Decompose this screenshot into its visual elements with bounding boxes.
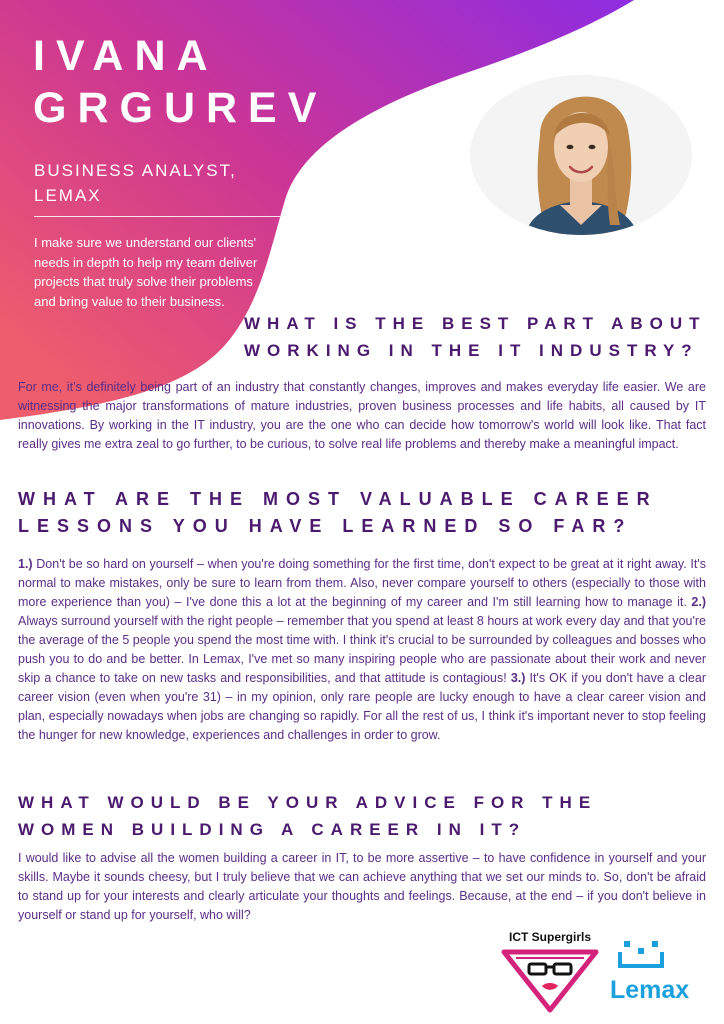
portrait-photo xyxy=(470,75,692,235)
job-title xyxy=(34,158,237,208)
supergirl-diamond-icon xyxy=(498,948,602,1014)
answer-1: For me, it’s definitely being part of an industry that constantly changes, improves and makes everyday life easier. We are witnessing the major transformations of mature industries, proven business processes and life habits, all caused by IT innovations. By working in the IT industry, you are the one who can decide how tomorrow's world will look like. That fact really gives me extra zeal to go further, to be curious, to solve real life problems and thereby make a meaningful impact. xyxy=(18,380,706,451)
question-3-line2: WOMEN BUILDING A CAREER IN IT? xyxy=(18,820,527,839)
question-heading-3 xyxy=(18,789,597,843)
question-2-line1: WHAT ARE THE MOST VALUABLE CAREER xyxy=(18,489,658,509)
lesson-number-1: 1.) xyxy=(18,557,33,571)
answer-2 xyxy=(18,555,706,745)
last-name: GRGUREV xyxy=(33,84,328,132)
intro-text: I make sure we understand our clients' needs in depth to help my team deliver projects that truly solve their problems and bring value to their business. xyxy=(34,235,258,309)
ict-supergirls-logo xyxy=(498,930,602,1016)
answer-3: I would like to advise all the women building a career in IT, to be more assertive – to have confidence in yourself and your skills. Maybe it sounds cheesy, but I truly believe that we can achieve anything that we set our minds to. So, don't be afraid to stand up for your interests and clearly articulate your thoughts and feelings. Because, at the end – if you don't believe in yourself or stand up for yourself, who will? xyxy=(18,851,706,922)
question-1-line2: WORKING IN THE IT INDUSTRY? xyxy=(244,341,699,360)
job-title-line2: LEMAX xyxy=(34,186,102,205)
portrait-illustration xyxy=(470,75,692,235)
lesson-number-2: 2.) xyxy=(691,595,706,609)
lemax-logo xyxy=(610,938,714,1008)
question-heading-2 xyxy=(18,486,658,540)
lemax-wordmark: Lemax xyxy=(610,976,690,1004)
lesson-number-3: 3.) xyxy=(510,671,526,685)
lemax-face-icon xyxy=(610,938,674,974)
lesson-text-2: Always surround yourself with the right people – remember that you spend at least 8 hours at work every day and that you're the average of the 5 people you spend the most time with. I think it's crucial to be surrounded by colleagues and bosses who push you to do and be better. In Lemax, I've met so many inspiring people who are passionate about their work and never skip a chance to take on new tasks and responsibilities, and that attitude is contagious! xyxy=(18,614,706,685)
person-name xyxy=(33,30,327,134)
job-title-line1: BUSINESS ANALYST, xyxy=(34,161,237,180)
question-heading-1 xyxy=(244,310,707,364)
lesson-text-1: Don't be so hard on yourself – when you're doing something for the first time, don't expect to be great at it right away. It's normal to make mistakes, only be sure to learn from them. Also, never compare yourself to others (especially to those with more experience than you) – I've done this a lot at the beginning of my career and I'm still learning how to manage it. xyxy=(18,557,706,609)
question-2-line2: LESSONS YOU HAVE LEARNED SO FAR? xyxy=(18,516,633,536)
ict-supergirls-title: ICT Supergirls xyxy=(508,930,591,944)
lesson-text-3: It's OK if you don't have a clear career vision (even when you're 31) – in my opinion, only rare people are lucky enough to have a clear career vision and plan, especially nowadays when jobs are changing so rapidly. For all the rest of us, I think it's important never to stop feeling the hunger for new knowledge, experiences and challenges in order to grow. xyxy=(18,671,706,742)
first-name: IVANA xyxy=(33,32,219,80)
question-3-line1: WHAT WOULD BE YOUR ADVICE FOR THE xyxy=(18,793,598,812)
header-divider xyxy=(34,216,280,217)
question-1-line1: WHAT IS THE BEST PART ABOUT xyxy=(244,314,707,333)
